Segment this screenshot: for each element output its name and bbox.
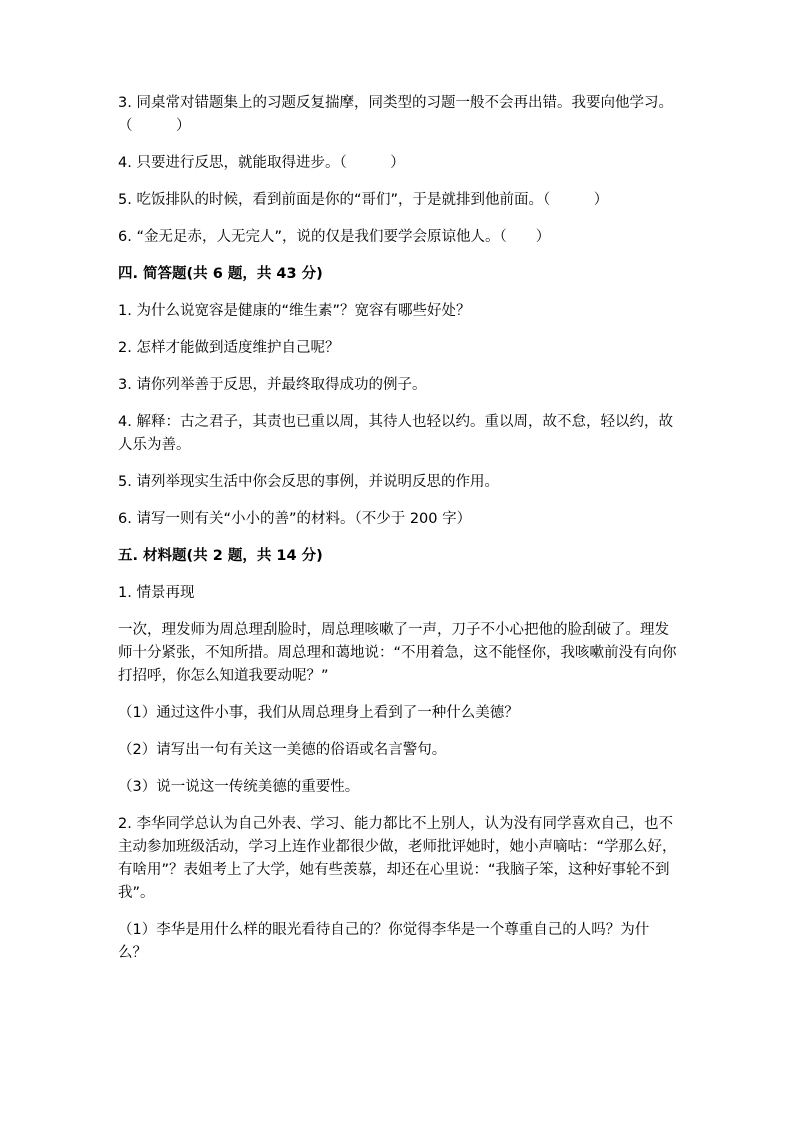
material-1-passage: 一次，理发师为周总理刮脸时，周总理咳嗽了一声，刀子不小心把他的脸刮破了。理发师十分紧张，不知所措。周总理和蔼地说：“不用着急，这不能怪你，我咳嗽前没有向你打招呼，你怎么知道我要动呢？”	[118, 622, 677, 684]
short-answer-1: 1. 为什么说宽容是健康的“维生素”？宽容有哪些好处？	[118, 303, 471, 319]
short-answer-5: 5. 请列举现实生活中你会反思的事例，并说明反思的作用。	[118, 474, 499, 490]
judgment-item-4: 4. 只要进行反思，就能取得进步。（ ）	[118, 155, 405, 171]
material-1-sub-2: （2）请写出一句有关这一美德的俗语或名言警句。	[118, 742, 447, 758]
judgment-item-3: 3. 同桌常对错题集上的习题反复揣摩，同类型的习题一般不会再出错。我要向他学习。（ ）	[118, 95, 673, 134]
short-answer-3: 3. 请你列举善于反思，并最终取得成功的例子。	[118, 377, 427, 393]
exam-page	[118, 92, 678, 979]
material-2-passage: 2. 李华同学总认为自己外表、学习、能力都比不上别人，认为没有同学喜欢自己，也不主动参加班级活动，学习上连作业都很少做，老师批评她时，她小声嘀咕：“学那么好，有啥用”？表姐考上了大学，她有些羡慕，却还在心里说：“我脑子笨，这种好事轮不到我”。	[118, 816, 677, 901]
material-1-title: 1. 情景再现	[118, 585, 195, 601]
short-answer-6: 6. 请写一则有关“小小的善”的材料。（不少于 200 字）	[118, 511, 472, 527]
section-4-title: 四. 简答题(共 6 题，共 43 分)	[118, 266, 323, 282]
material-1-sub-1: （1）通过这件小事，我们从周总理身上看到了一种什么美德？	[118, 705, 519, 721]
short-answer-2: 2. 怎样才能做到适度维护自己呢？	[118, 340, 340, 356]
material-2-sub-1: （1）李华是用什么样的眼光看待自己的？你觉得李华是一个尊重自己的人吗？为什么？	[118, 922, 650, 961]
judgment-item-6: 6. “金无足赤，人无完人”，说的仅是我们要学会原谅他人。（ ）	[118, 229, 551, 245]
short-answer-4: 4. 解释：古之君子，其责也已重以周，其待人也轻以约。重以周，故不怠，轻以约，故人乐为善。	[118, 414, 673, 453]
section-5-title: 五. 材料题(共 2 题，共 14 分)	[118, 548, 323, 564]
judgment-item-5: 5. 吃饭排队的时候，看到前面是你的“哥们”，于是就排到他前面。（ ）	[118, 192, 609, 208]
material-1-sub-3: （3）说一说这一传统美德的重要性。	[118, 779, 360, 795]
